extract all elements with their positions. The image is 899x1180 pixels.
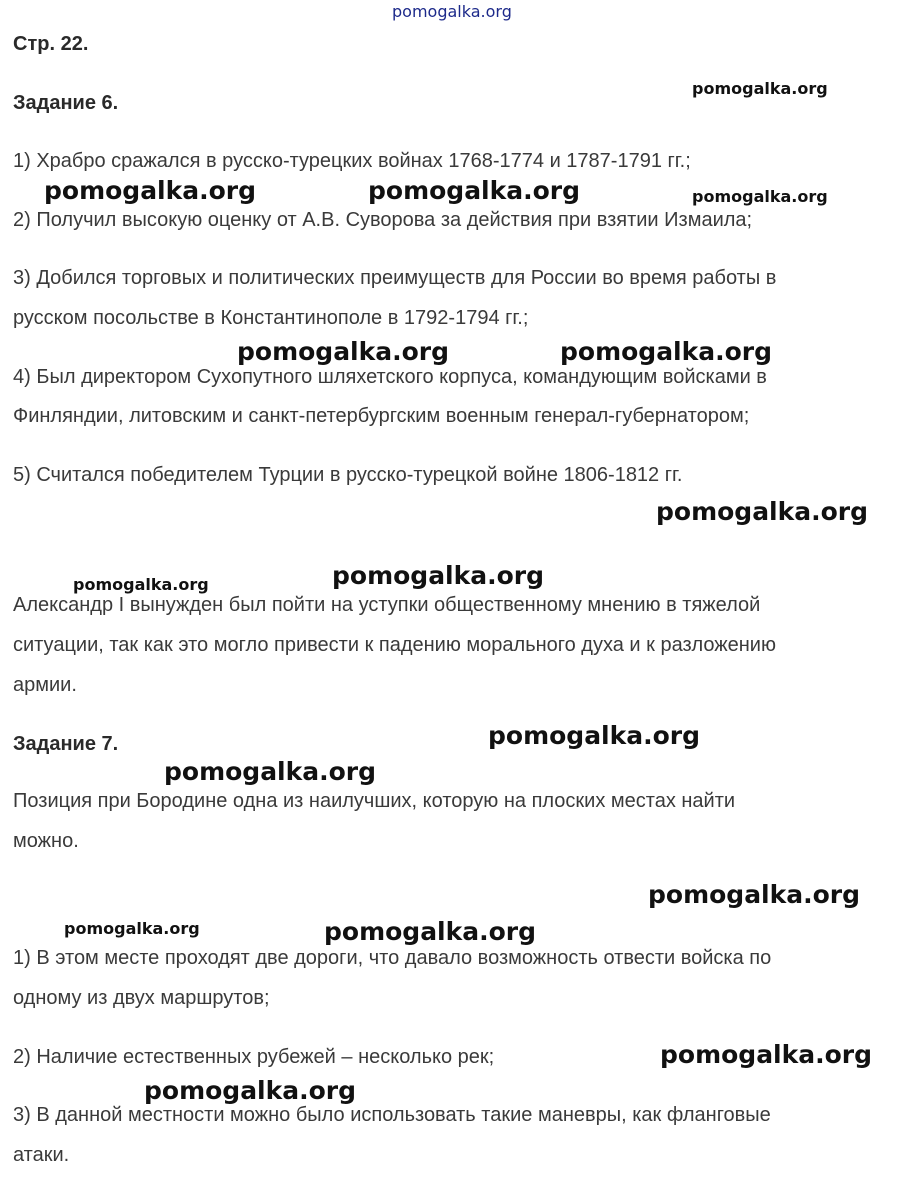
watermark: pomogalka.org xyxy=(692,187,828,206)
watermark: pomogalka.org xyxy=(324,917,537,946)
task7-item-3-line2: атаки. xyxy=(13,1144,70,1166)
task6-heading: Задание 6. xyxy=(13,92,119,114)
task6-item-3-line1: 3) Добился торговых и политических преимуществ для России во время работы в xyxy=(13,267,777,289)
task6-answer-line2: ситуации, так как это могло привести к падению морального духа и к разложению xyxy=(13,634,776,656)
watermark: pomogalka.org xyxy=(488,721,701,750)
task6-item-4-line2: Финляндии, литовским и санкт-петербургским военным генерал-губернатором; xyxy=(13,405,750,427)
task6-item-2: 2) Получил высокую оценку от А.В. Суворова за действия при взятии Измаила; xyxy=(13,209,753,231)
page-label: Стр. 22. xyxy=(13,33,89,55)
watermark: pomogalka.org xyxy=(656,497,869,526)
watermark: pomogalka.org xyxy=(237,337,450,366)
task7-item-1-line2: одному из двух маршрутов; xyxy=(13,987,270,1009)
task6-item-5: 5) Считался победителем Турции в русско-турецкой войне 1806-1812 гг. xyxy=(13,464,683,486)
watermark: pomogalka.org xyxy=(692,79,828,98)
watermark: pomogalka.org xyxy=(44,176,257,205)
watermark: pomogalka.org xyxy=(560,337,773,366)
task6-item-4-line1: 4) Был директором Сухопутного шляхетского корпуса, командующим войсками в xyxy=(13,366,767,388)
task7-item-2: 2) Наличие естественных рубежей – несколько рек; xyxy=(13,1046,495,1068)
watermark: pomogalka.org xyxy=(73,575,209,594)
task6-item-1: 1) Храбро сражался в русско-турецких войнах 1768-1774 и 1787-1791 гг.; xyxy=(13,150,691,172)
watermark: pomogalka.org xyxy=(144,1076,357,1105)
watermark: pomogalka.org xyxy=(164,757,377,786)
watermark: pomogalka.org xyxy=(660,1040,873,1069)
task6-answer-line1: Александр I вынужден был пойти на уступки общественному мнению в тяжелой xyxy=(13,594,761,616)
watermark-link-top[interactable]: pomogalka.org xyxy=(392,2,512,21)
task7-intro-line2: можно. xyxy=(13,830,79,852)
watermark: pomogalka.org xyxy=(368,176,581,205)
watermark: pomogalka.org xyxy=(64,919,200,938)
task7-item-3-line1: 3) В данной местности можно было использовать такие маневры, как фланговые xyxy=(13,1104,771,1126)
watermark: pomogalka.org xyxy=(648,880,861,909)
task7-intro-line1: Позиция при Бородине одна из наилучших, которую на плоских местах найти xyxy=(13,790,736,812)
task7-item-1-line1: 1) В этом месте проходят две дороги, что давало возможность отвести войска по xyxy=(13,947,772,969)
task6-answer-line3: армии. xyxy=(13,674,77,696)
watermark: pomogalka.org xyxy=(332,561,545,590)
task7-heading: Задание 7. xyxy=(13,733,119,755)
task6-item-3-line2: русском посольстве в Константинополе в 1792-1794 гг.; xyxy=(13,307,529,329)
